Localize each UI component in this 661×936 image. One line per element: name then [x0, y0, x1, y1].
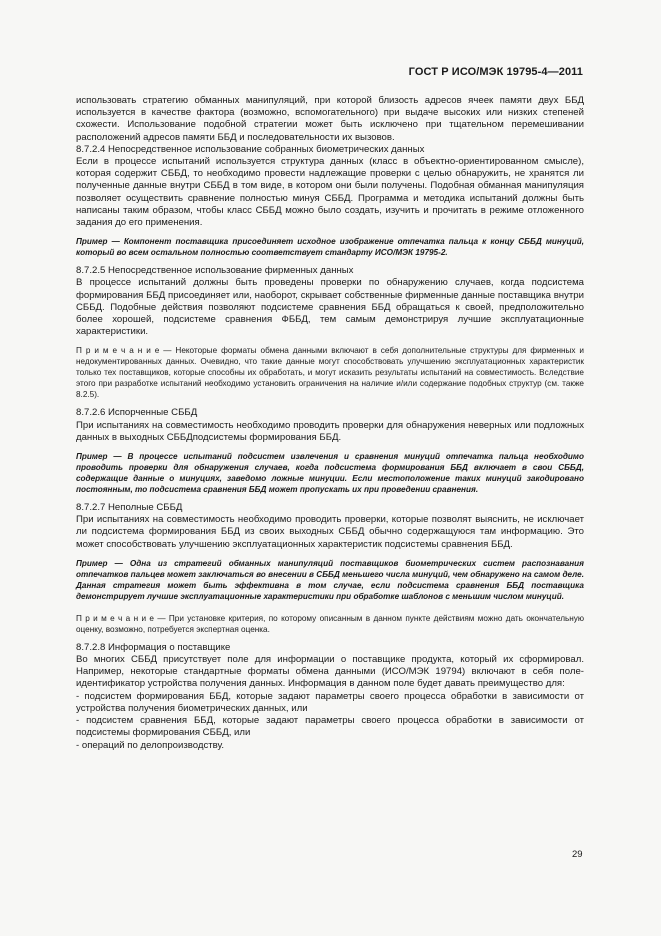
section-heading-8-7-2-6: 8.7.2.6 Испорченные СББД — [76, 407, 198, 419]
example-text: Пример — Одна из стратегий обманных манипуляций поставщиков биометрических систем распознавания отпечатков пальцев может заключаться во внесении в СББД меньшего числа минуций, чем обнаружено на самом деле. Данная стратегия может быть эффективна в том случае, если подсистема сравнения ББД поставщика демонстрирует лучшие эксплуатационные характеристики при обработке шаблонов с меньшим числом минуций. — [76, 558, 584, 601]
standard-header: ГОСТ Р ИСО/МЭК 19795-4—2011 — [408, 66, 583, 78]
list-item: - операций по делопроизводству. — [76, 739, 225, 751]
note-label: П р и м е ч а н и е — [76, 346, 160, 356]
example-text: Пример — В процессе испытаний подсистем извлечения и сравнения минуций отпечатка пальца необходимо проводить проверки для обнаружения случаев, когда подсистема формирования ББД включает в свои СББД, содержащие данные о минуциях, заведомо ложные минуции. Если местоположение таких минуций закодировано постоянным, то подсистема сравнения ББД может пропускать их при проведении сравнения. — [76, 452, 584, 495]
paragraph: В процессе испытаний должны быть проведены проверки по обнаружению случаев, когда подсистема формирования ББД присоединяет или, наоборот, скрывает собственные фирменные данные поставщика внутри СББД. Подобные действия позволяют подсистеме сравнения ББД обращаться к своей, предположительно более хорошей, подсистеме сравнения ФББД, тем самым демонстрируя лучшие эксплуатационные характеристики. — [76, 277, 584, 338]
list-item: - подсистем формирования ББД, которые задают параметры своего процесса обработки в зависимости от устройства получения биометрических данных, или — [76, 690, 584, 714]
section-heading-8-7-2-5: 8.7.2.5 Непосредственное использование фирменных данных — [76, 265, 354, 277]
example-text: Пример — Компонент поставщика присоединяет исходное изображение отпечатка пальца к концу СББД минуций, который во всем остальном полностью соответствует стандарту ИСО/МЭК 19795-2. — [76, 237, 584, 258]
paragraph: Если в процессе испытаний используется структура данных (класс в объектно-ориентированном смысле), которая содержит СББД, то необходимо провести надлежащие проверки с целью обнаружить, не хранятся ли полученные данные внутри СББД в том виде, в котором они были получены. Подобная обманная манипуляция позволяет осуществить сравнение полностью минуя СББД. Программа и методика испытаний должны быть написаны таким образом, чтобы класс СББД можно было создать, изучить и прочитать в режиме отложенного задания до его применения. — [76, 156, 584, 229]
list-item: - подсистем сравнения ББД, которые задают параметры своего процесса обработки в зависимости от подсистемы формирования СББД, или — [76, 715, 584, 739]
page-number: 29 — [572, 849, 583, 860]
page-body — [76, 95, 584, 752]
paragraph: При испытаниях на совместимость необходимо проводить проверки для обнаружения неверных или подложных данных в выходных СББДподсистемы формирования ББД. — [76, 419, 584, 443]
note-text: П р и м е ч а н и е — При установке критерия, по которому описанным в данном пункте действиям можно дать окончательную оценку, возможно, потребуется экспертная оценка. — [76, 613, 584, 634]
paragraph: Во многих СББД присутствует поле для информации о поставщике продукта, который их сформировал. Например, некоторые стандартные форматы обмена данными (ИСО/МЭК 19794) включают в себя поле-идентификатор устройства получения данных. Информация в данном поле будет давать преимущество для: — [76, 654, 584, 690]
section-heading-8-7-2-4: 8.7.2.4 Непосредственное использование собранных биометрических данных — [76, 143, 425, 155]
section-heading-8-7-2-7: 8.7.2.7 Неполные СББД — [76, 502, 183, 514]
paragraph: При испытаниях на совместимость необходимо проводить проверки, которые позволят выяснить, не исключает ли подсистема формирования ББД из своих выходных СББД обычно содержащуюся там информацию. Это может способствовать улучшению эксплуатационных характеристик подсистемы сравнения ББД. — [76, 514, 584, 550]
note-text: П р и м е ч а н и е — Некоторые форматы обмена данными включают в себя дополнительные структуры для фирменных и недокументированных данных. Очевидно, что такие данные могут способствовать улучшению эксплуатационных характеристик только тех поставщиков, которые способны их обработать, и могут исказить результаты испытаний на совместимость. Вследствие этого при разработке испытаний необходимо установить ограничения на наличие и/или содержание подобных структур (см. также 8.2.5). — [76, 346, 585, 400]
paragraph: использовать стратегию обманных манипуляций, при которой близость адресов ячеек памяти двух ББД используется в качестве фактора (возможно, вспомогательного) при выдаче высоких или низких степеней схожести. Использование подобной стратегии может быть исключено при тщательном перемешивании расположений адресов памяти ББД и последовательности их вызовов. — [76, 95, 584, 143]
section-heading-8-7-2-8: 8.7.2.8 Информация о поставщике — [76, 641, 231, 653]
note-label: П р и м е ч а н и е — [76, 613, 154, 623]
